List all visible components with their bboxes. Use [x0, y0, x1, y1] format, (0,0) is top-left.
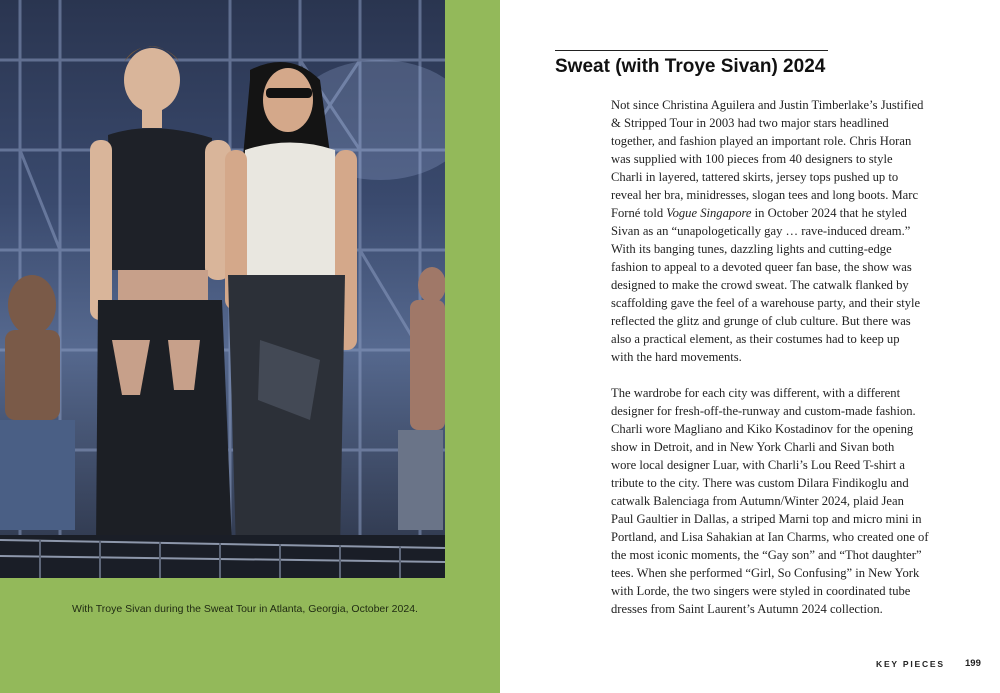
text-line: Sivan as an “unapologetically gay … rave-induced dream.” — [611, 224, 911, 238]
text-line: the most iconic moments, the “Gay son” and “Thot daughter” — [611, 548, 922, 562]
text-line: catwalk Balenciaga from Autumn/Winter 2024, plaid Jean — [611, 494, 904, 508]
text-line: The wardrobe for each city was different, with a different — [611, 386, 901, 400]
text-line: was supplied with 100 pieces from 40 designers to style — [611, 152, 893, 166]
text-line: also a practical element, as their costumes had to keep up — [611, 332, 900, 346]
section-heading: Sweat (with Troye Sivan) 2024 — [555, 56, 826, 77]
article-body — [611, 96, 943, 636]
text-line: Not since Christina Aguilera and Justin Timberlake’s Justified — [611, 98, 924, 112]
text-line — [611, 204, 943, 222]
text-fragment: in October 2024 that he styled — [751, 206, 907, 220]
running-footer: KEY PIECES — [876, 659, 945, 669]
heading-rule — [555, 50, 828, 51]
page-number: 199 — [965, 658, 981, 669]
text-line: Portland, and Lisa Sahakian at Ian Charms, who created one of — [611, 530, 929, 544]
right-page — [500, 0, 1000, 693]
paragraph-1 — [611, 96, 943, 366]
text-line: With its banging tunes, dazzling lights and cutting-edge — [611, 242, 892, 256]
text-line: Paul Gaultier in Dallas, a striped Marni top and micro mini in — [611, 512, 922, 526]
text-line: tees. When she performed “Girl, So Confusing” in New York — [611, 566, 920, 580]
text-line: dresses from Saint Laurent’s Autumn 2024 collection. — [611, 602, 883, 616]
text-line: reflected the glitz and grunge of club culture. But there was — [611, 314, 911, 328]
text-line: show in Detroit, and in New York Charli and Sivan both — [611, 440, 895, 454]
text-line: & Stripped Tour in 2003 had two major stars headlined — [611, 116, 889, 130]
concert-photo-illustration — [0, 0, 445, 578]
text-line: Charli wore Magliano and Kiko Kostadinov for the opening — [611, 422, 914, 436]
text-line: Charli in layered, tattered skirts, jersey tops pushed up to — [611, 170, 899, 184]
text-line: together, and fashion played an important role. Chris Horan — [611, 134, 912, 148]
text-line: tribute to the city. There was custom Dilara Findikoglu and — [611, 476, 909, 490]
text-line: with Lorde, the two singers were styled in coordinated tube — [611, 584, 911, 598]
text-fragment: Forné told — [611, 206, 667, 220]
text-line: designer for fresh-off-the-runway and custom-made fashion. — [611, 404, 916, 418]
concert-photo — [0, 0, 445, 578]
text-line: with the hard movements. — [611, 350, 742, 364]
text-line: wore local designer Luar, with Charli’s Lou Reed T-shirt a — [611, 458, 905, 472]
photo-caption: With Troye Sivan during the Sweat Tour in Atlanta, Georgia, October 2024. — [72, 603, 418, 615]
paragraph-2 — [611, 384, 943, 618]
text-line: reveal her bra, minidresses, slogan tees and long boots. Marc — [611, 188, 919, 202]
text-line: designed to make the crowd sweat. The catwalk flanked by — [611, 278, 909, 292]
text-line: fashion to appeal to a devoted queer fan base, the show was — [611, 260, 912, 274]
text-line: scaffolding gave the feel of a warehouse party, and their style — [611, 296, 921, 310]
publication-title: Vogue Singapore — [666, 206, 752, 220]
